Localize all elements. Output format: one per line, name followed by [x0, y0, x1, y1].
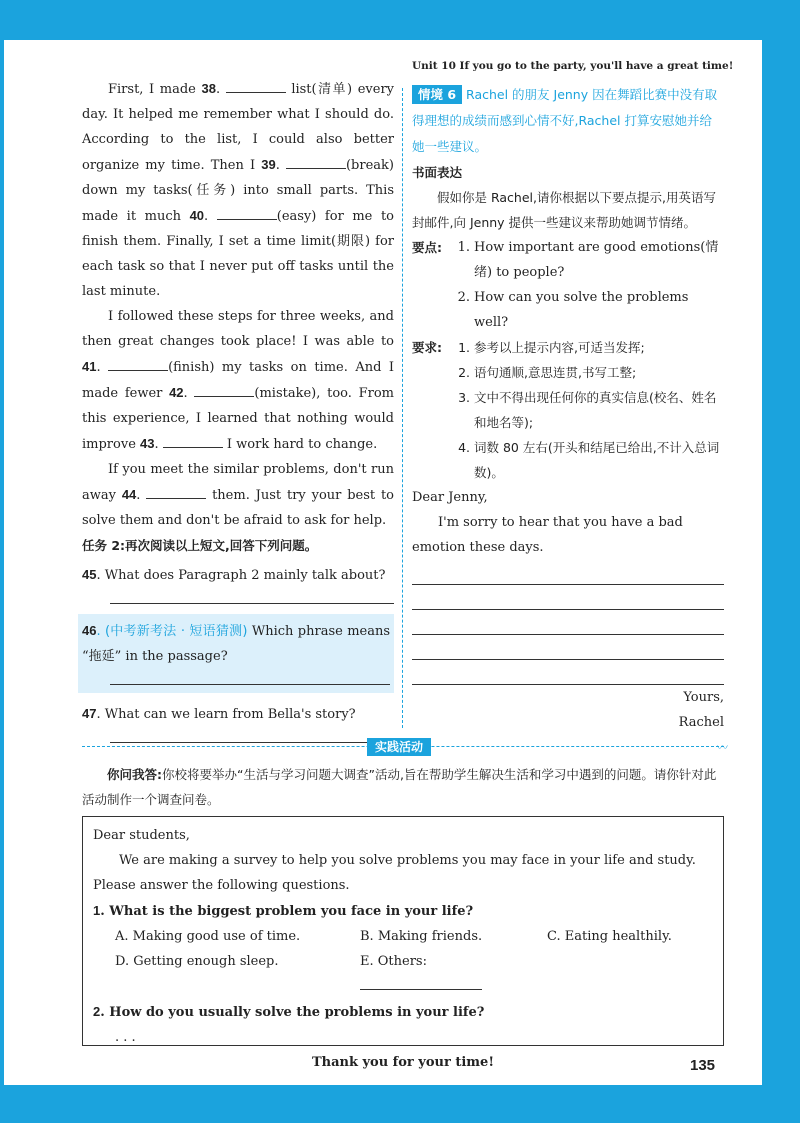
- blank-44[interactable]: [146, 485, 206, 499]
- writing-line[interactable]: [412, 660, 724, 685]
- blank-43[interactable]: [163, 434, 223, 448]
- answer-line-46[interactable]: [110, 669, 390, 685]
- survey-options: [93, 924, 713, 999]
- requirement-item: 3. 文中不得出现任何你的真实信息(校名、姓名和地名等);: [458, 390, 717, 430]
- scenario-tag: 情境 6: [412, 85, 462, 104]
- letter-closing: Yours,: [683, 690, 724, 705]
- requirement-item: 1. 参考以上提示内容,可适当发挥;: [458, 340, 645, 355]
- requirement-item: 4. 词数 80 左右(开头和结尾已给出,不计入总词数)。: [458, 440, 720, 480]
- writing-line[interactable]: [412, 560, 724, 585]
- option-d[interactable]: D. Getting enough sleep.: [115, 954, 279, 969]
- page-frame-left: [0, 0, 4, 1123]
- wave-icon: 〰: [717, 741, 728, 754]
- page-frame-bottom: [0, 1085, 800, 1123]
- letter-opening: I'm sorry to hear that you have a bad emotion these days.: [412, 515, 683, 555]
- section-title: 书面表达: [412, 165, 463, 180]
- option-a[interactable]: A. Making good use of time.: [115, 929, 301, 944]
- point-item: 1. How important are good emotions(情绪) to people?: [457, 240, 719, 280]
- page-frame-top: [0, 0, 800, 40]
- writing-intro: 假如你是 Rachel,请你根据以下要点提示,用英语写封邮件,向 Jenny 提供一些建议来帮助她调节情绪。: [412, 190, 716, 230]
- activity-intro: 你问我答:你校将要举办“生活与学习问题大调查”活动,旨在帮助学生解决生活和学习中遇到的问题。请你针对此活动制作一个调查问卷。: [82, 767, 717, 807]
- survey-greeting: Dear students,: [93, 828, 190, 843]
- question-47: 47. What can we learn from Bella's story?: [82, 706, 356, 722]
- blank-38[interactable]: [226, 79, 286, 93]
- blank-40[interactable]: [217, 206, 277, 220]
- points-block: 要点: 1. How important are good emotions(情绪) to people? 2. How can you solve the problems well?: [412, 235, 724, 335]
- option-c[interactable]: C. Eating healthily.: [547, 929, 672, 944]
- activity-tag: 实践活动: [367, 738, 431, 756]
- question-46: 46. (中考新考法 · 短语猜测) Which phrase means “拖延” in the passage?: [82, 623, 391, 664]
- page-number: 135: [690, 1057, 716, 1074]
- answer-line-45[interactable]: [110, 588, 394, 604]
- activity-banner: [82, 738, 728, 756]
- survey-ellipsis: . . .: [115, 1030, 136, 1045]
- writing-column: [412, 82, 724, 735]
- task-2-heading: 任务 2:再次阅读以上短文,回答下列问题。: [82, 538, 318, 553]
- writing-line[interactable]: [412, 610, 724, 635]
- writing-line[interactable]: [412, 585, 724, 610]
- reading-column: [82, 76, 394, 753]
- survey-question-2: 2. How do you usually solve the problems in your life?: [93, 1004, 485, 1020]
- option-e[interactable]: E. Others:: [360, 949, 547, 999]
- letter-greeting: Dear Jenny,: [412, 490, 488, 505]
- others-blank[interactable]: [360, 976, 482, 990]
- question-45: 45. What does Paragraph 2 mainly talk about?: [82, 567, 386, 583]
- paragraph-1: First, I made 38. list(清单) every day. It helped me remember what I should do. According to the list, I could also better organize my time. Then I 39. (break) down my tasks(任务) into small parts. This made it much 40. (easy) for me to finish them. Finally, I set a time limit(期限) for each task so that I never put off tasks until the last minute.: [82, 81, 394, 299]
- letter-signature: Rachel: [678, 715, 724, 730]
- writing-line[interactable]: [412, 635, 724, 660]
- column-divider: [402, 88, 403, 728]
- survey-thanks: Thank you for your time!: [311, 1055, 495, 1070]
- blank-42[interactable]: [194, 383, 254, 397]
- point-item: 2. How can you solve the problems well?: [457, 290, 689, 330]
- blank-41[interactable]: [108, 357, 168, 371]
- unit-header: Unit 10 If you go to the party, you'll have a great time!: [412, 60, 734, 72]
- option-b[interactable]: B. Making friends.: [360, 929, 483, 944]
- survey-question-1: 1. What is the biggest problem you face in your life?: [93, 903, 474, 919]
- requirements-block: 要求: 1. 参考以上提示内容,可适当发挥; 2. 语句通顺,意思连贯,书写工整; 3. 文中不得出现任何你的真实信息(校名、姓名和地名等); 4. 词数 80 左右(开头和结尾已给出,不计入总词数)。: [412, 335, 724, 485]
- question-46-box: [78, 614, 394, 693]
- blank-39[interactable]: [286, 155, 346, 169]
- paragraph-3: If you meet the similar problems, don't run away 44. them. Just try your best to solve them and don't be afraid to ask for help.: [82, 462, 394, 528]
- paragraph-2: I followed these steps for three weeks, and then great changes took place! I was able to 41. (finish) my tasks on time. And I made fewer 42. (mistake), too. From this experience, I learned that nothing would improve 43. I work hard to change.: [82, 309, 394, 452]
- survey-body: We are making a survey to help you solve problems you may face in your life and study. Please answer the following questions.: [93, 853, 696, 893]
- page-frame-right: [762, 0, 800, 1123]
- scenario: 情境 6 Rachel 的朋友 Jenny 因在舞蹈比赛中没有取得理想的成绩而感到心情不好,Rachel 打算安慰她并给她一些建议。: [412, 87, 718, 154]
- requirement-item: 2. 语句通顺,意思连贯,书写工整;: [458, 365, 637, 380]
